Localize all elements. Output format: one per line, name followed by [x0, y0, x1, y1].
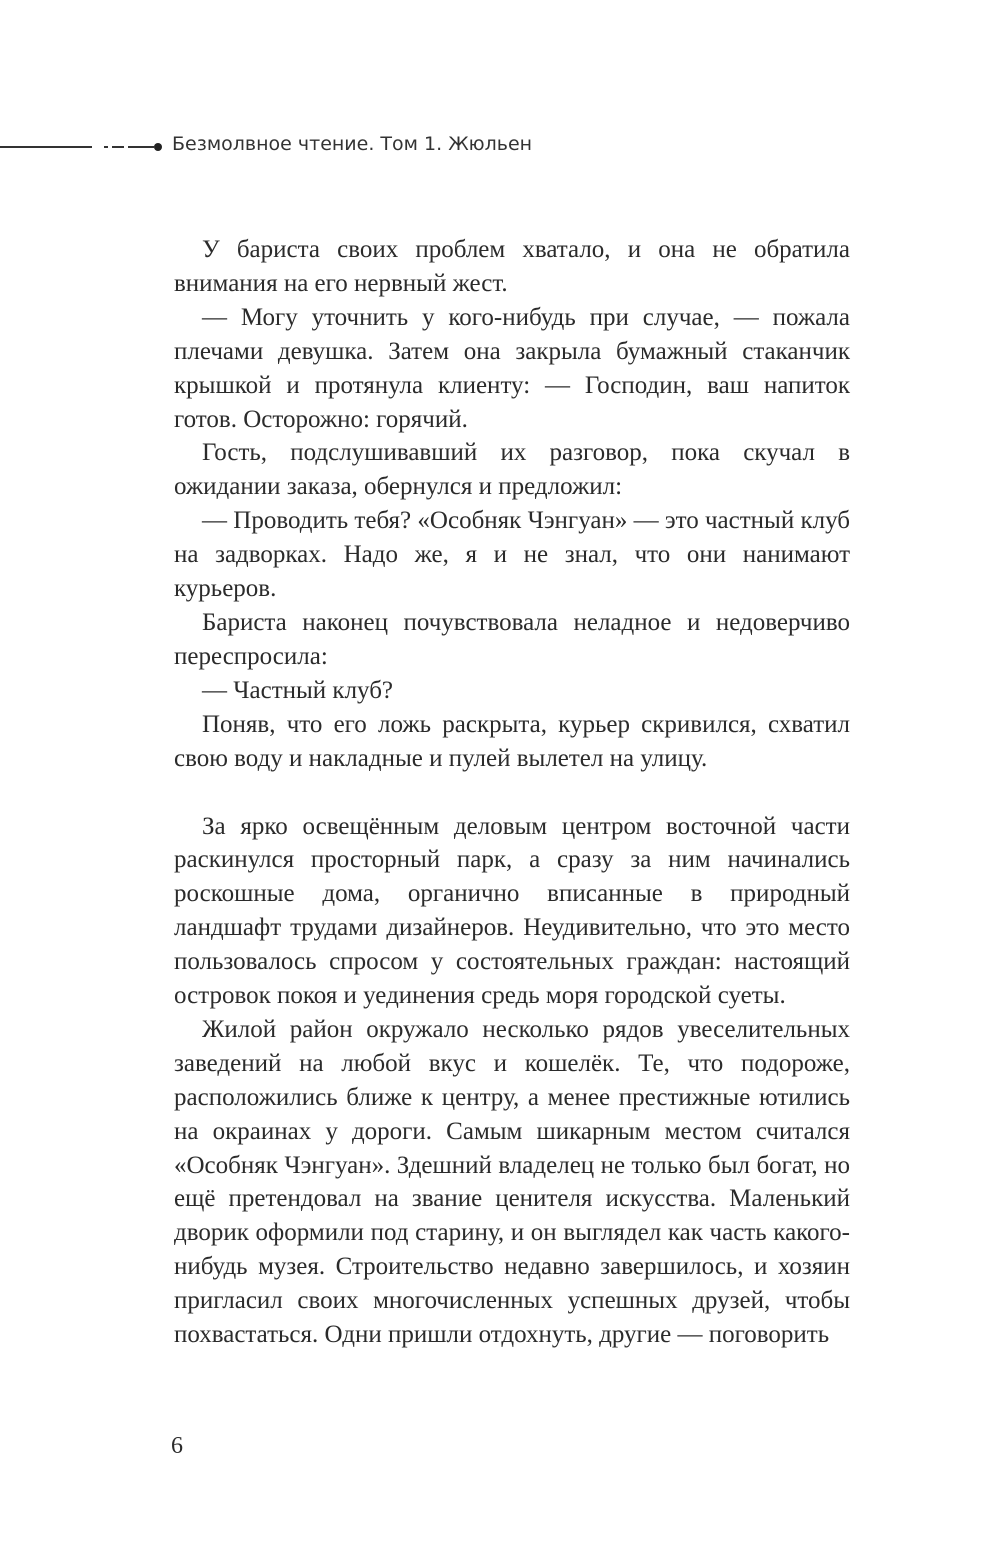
paragraph: Поняв, что его ложь раскрыта, курьер скривился, схватил свою воду и накладные и пулей вылетел на улицу.: [174, 710, 850, 772]
running-header: [0, 131, 1000, 161]
paragraph: За ярко освещённым деловым центром восточной части раскинулся просторный парк, а сразу за ним начинались роскошные дома, органично вписанные в природный ландшафт трудами дизайнеров. Неудивительно, что это место пользовалось спросом у состоятельных граждан: настоящий островок покоя и уединения средь моря городской суеты.: [174, 812, 850, 1010]
header-bullet-dot: [154, 143, 162, 151]
book-title-header: Безмолвное чтение. Том 1. Жюльен: [172, 133, 533, 155]
body-text: [174, 233, 850, 1352]
paragraph: Жилой район окружало несколько рядов увеселительных заведений на любой вкус и кошелёк. Те, что подороже, расположились ближе к центру, а менее престижные ютились на окраинах у дороги. Самым шикарным местом считался «Особняк Чэнгуан». Здешний владелец не только был богат, но ещё претендовал на звание ценителя искусства. Маленький дворик оформили под старину, и он выглядел как часть какого-нибудь музея. Строительство недавно завершилось, и хозяин пригласил своих многочисленных успешных друзей, чтобы похвастаться. Одни пришли отдохнуть, другие — поговорить: [174, 1015, 850, 1349]
paragraph: Бариста наконец почувствовала неладное и недоверчиво переспросила:: [174, 608, 850, 670]
paragraph: — Могу уточнить у кого-нибудь при случае, — пожала плечами девушка. Затем она закрыла бумажный стаканчик крышкой и протянула клиенту: — Господин, ваш напиток готов. Осторожно: горячий.: [174, 303, 850, 433]
header-decorative-rule: [0, 146, 160, 148]
page-number: 6: [171, 1433, 183, 1459]
paragraph: У бариста своих проблем хватало, и она не обратила внимания на его нервный жест.: [174, 236, 850, 297]
paragraph: — Частный клуб?: [202, 676, 394, 704]
paragraph: Гость, подслушивавший их разговор, пока скучал в ожидании заказа, обернулся и предложил:: [174, 439, 850, 501]
section-break: [174, 776, 850, 810]
paragraph: — Проводить тебя? «Особняк Чэнгуан» — это частный клуб на задворках. Надо же, я и не знал, что они нанимают курьеров.: [174, 507, 850, 603]
